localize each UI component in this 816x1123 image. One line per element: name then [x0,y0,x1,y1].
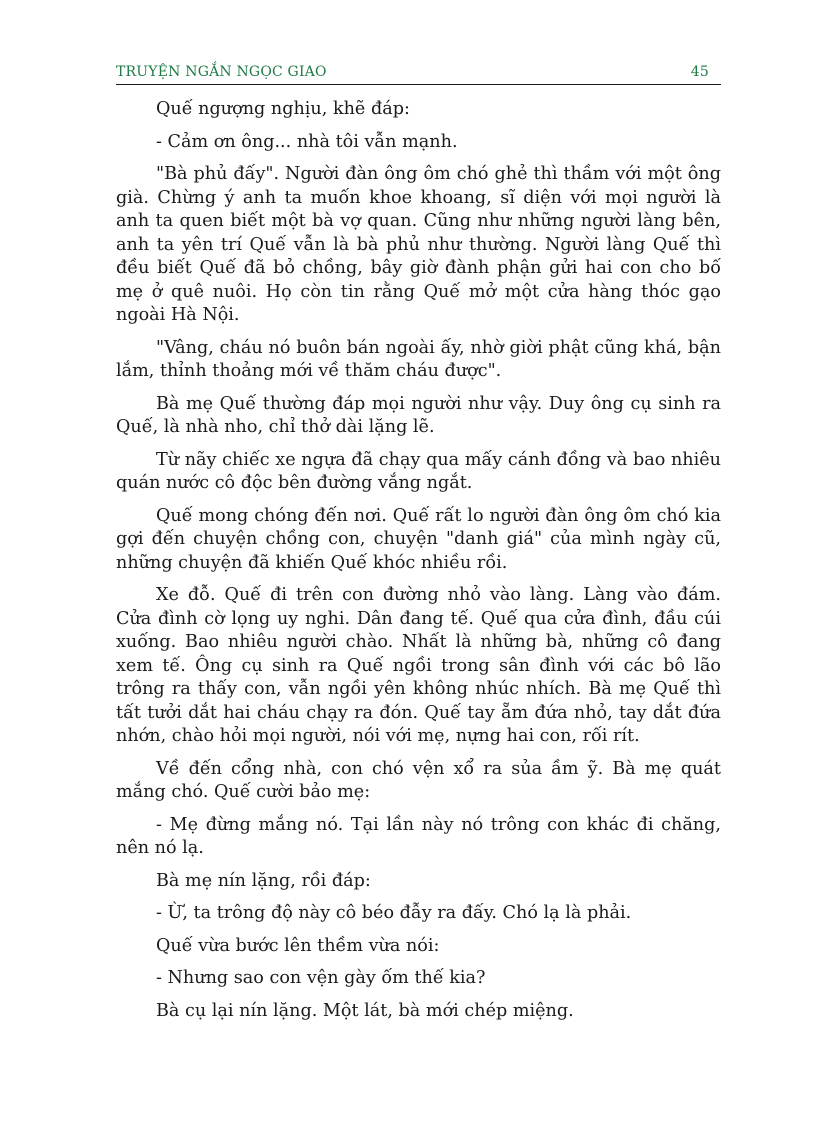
paragraph: Về đến cổng nhà, con chó vện xổ ra sủa ầm ỹ. Bà mẹ quát mắng chó. Quế cười bảo mẹ: [116,758,721,802]
paragraph: - Nhưng sao con vện gày ốm thế kia? [156,968,486,988]
paragraph: "Vâng, cháu nó buôn bán ngoài ấy, nhờ giời phật cũng khá, bận lắm, thỉnh thoảng mới về thăm cháu được". [116,337,721,381]
story-text [116,98,721,1032]
running-header [116,62,721,85]
paragraph: Xe đỗ. Quế đi trên con đường nhỏ vào làng. Làng vào đám. Cửa đình cờ lọng uy nghi. Dân đang tế. Quế qua cửa đình, đầu cúi xuống. Bao nhiêu người chào. Nhất là những bà, những cô đang xem tế. Ông cụ sinh ra Quế ngồi trong sân đình với các bô lão trông ra thấy con, vẫn ngồi yên không nhúc nhích. Bà mẹ Quế thì tất tưởi dắt hai cháu chạy ra đón. Quế tay ẵm đứa nhỏ, tay dắt đứa nhớn, chào hỏi mọi người, nói với mẹ, nựng hai con, rối rít. [116,585,721,746]
paragraph: Từ nãy chiếc xe ngựa đã chạy qua mấy cánh đồng và bao nhiêu quán nước cô độc bên đường vắng ngắt. [116,449,721,493]
paragraph: Bà mẹ Quế thường đáp mọi người như vậy. Duy ông cụ sinh ra Quế, là nhà nho, chỉ thở dài lặng lẽ. [116,393,721,437]
paragraph: Quế mong chóng đến nơi. Quế rất lo người đàn ông ôm chó kia gợi đến chuyện chồng con, chuyện "danh giá" của mình ngày cũ, những chuyện đã khiến Quế khóc nhiều rồi. [116,505,721,573]
paragraph: - Ừ, ta trông độ này cô béo đẫy ra đấy. Chó lạ là phải. [156,903,632,923]
paragraph: Bà cụ lại nín lặng. Một lát, bà mới chép miệng. [156,1000,574,1021]
paragraph: "Bà phủ đấy". Người đàn ông ôm chó ghẻ thì thầm với một ông già. Chừng ý anh ta muốn khoe khoang, sĩ diện với mọi người là anh ta quen biết một bà vợ quan. Cũng như những người làng bên, anh ta yên trí Quế vẫn là bà phủ như thường. Người làng Quế thì đều biết Quế đã bỏ chồng, bây giờ đành phận gửi hai con cho bố mẹ ở quê nuôi. Họ còn tin rằng Quế mở một cửa hàng thóc gạo ngoài Hà Nội. [116,164,721,325]
paragraph: - Mẹ đừng mắng nó. Tại lần này nó trông con khác đi chăng, nên nó lạ. [116,814,721,858]
paragraph: Bà mẹ nín lặng, rồi đáp: [156,870,371,891]
page-number: 45 [690,64,709,80]
running-title: TRUYỆN NGẮN NGỌC GIAO [116,64,327,80]
paragraph: - Cảm ơn ông... nhà tôi vẫn mạnh. [156,131,458,152]
paragraph: Quế ngượng nghịu, khẽ đáp: [156,99,410,119]
paragraph: Quế vừa bước lên thềm vừa nói: [156,935,440,956]
